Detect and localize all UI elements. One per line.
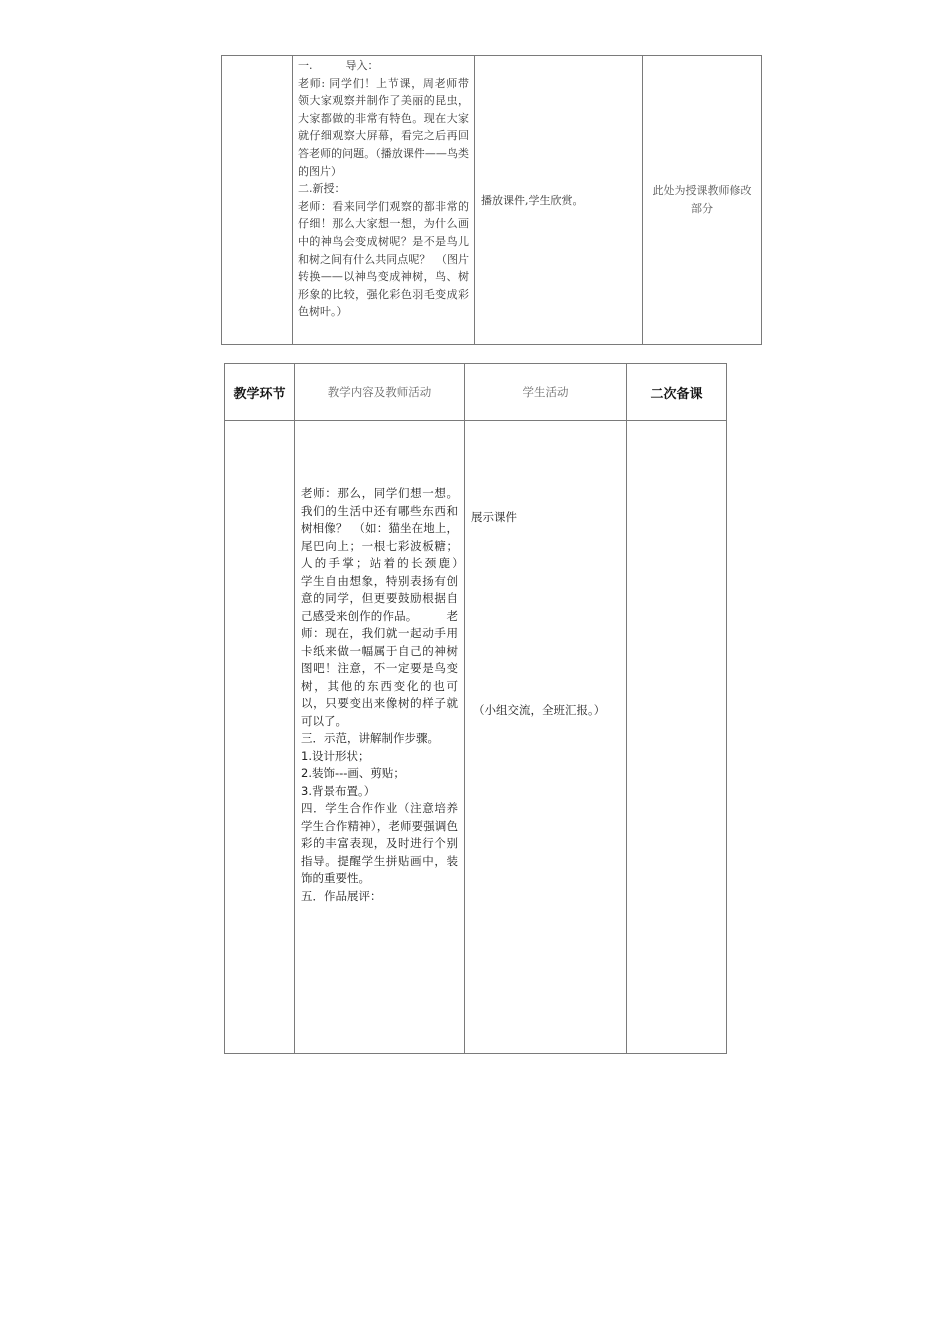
content-line: 1.设计形状； [301,748,370,763]
header-teaching-content: 教学内容及教师活动 [295,364,465,421]
second-prep-cell [627,421,727,1054]
header-row [225,364,727,421]
content-line: 二.新授： [298,182,346,196]
lesson-table [224,363,727,1054]
header-teaching-stage: 教学环节 [225,364,295,421]
content-line: 三．示范，讲解制作步骤。 [301,731,439,745]
student-activity-cell [465,421,627,1054]
teaching-content-cell [295,421,493,1054]
teaching-stage-cell [225,421,295,1054]
student-activity-text: 展示课件 [471,510,517,524]
student-activity-cell [475,56,643,345]
content-line: 老师：看来同学们观察的都非常的仔细！那么大家想一想，为什么画中的神鸟会变成树呢？是不是鸟儿和树之间有什么共同点呢？ （图片转换——以神鸟变成神树，鸟、树形象的比较，强化彩色羽毛变成彩色树叶。） [298,199,469,319]
content-line: 一. 导入： [298,59,379,72]
lesson-table-continued [221,55,762,345]
second-prep-cell [643,56,762,345]
content-line: 五．作品展评： [301,888,382,903]
header-second-prep: 二次备课 [627,364,727,421]
content-line: 老师: 同学们！上节课，周老师带领大家观察并制作了美丽的昆虫，大家都做的非常有特色。现在大家就仔细观察大屏幕，看完之后再回答老师的问题。（播放课件——鸟类的图片） [298,76,469,178]
student-activity-text: （小组交流，全班汇报。） [473,703,606,717]
content-line: 3.背景布置。） [301,783,376,798]
second-prep-note: 此处为授课教师修改部分 [652,184,752,215]
body-row [225,421,727,1054]
content-line: 老师：那么，同学们想一想。我们的生活中还有哪些东西和树相像？ （如：猫坐在地上，尾巴向上；一根七彩波板糖；人的手掌；站着的长颈鹿） 学生自由想象，特别表扬有创意的同学，但更要鼓励根据自己感受来创作的作品。 老师：现在，我们就一起动手用卡纸来做一幅属于自己的神树图吧！注意，不一定要是鸟变树，其他的东西变化的也可以，只要变出来像树的样子就可以了。 [301,486,493,728]
teaching-stage-cell [222,56,293,345]
header-student-activity: 学生活动 [465,364,627,421]
content-line: 2.装饰---画、剪贴； [301,766,405,780]
teaching-content-cell [293,56,475,345]
student-activity-text: 播放课件,学生欣赏。 [481,194,584,207]
content-line: 四．学生合作作业（注意培养学生合作精神），老师要强调色彩的丰富表现，及时进行个别指导。提醒学生拼贴画中，装饰的重要性。 [301,801,458,885]
